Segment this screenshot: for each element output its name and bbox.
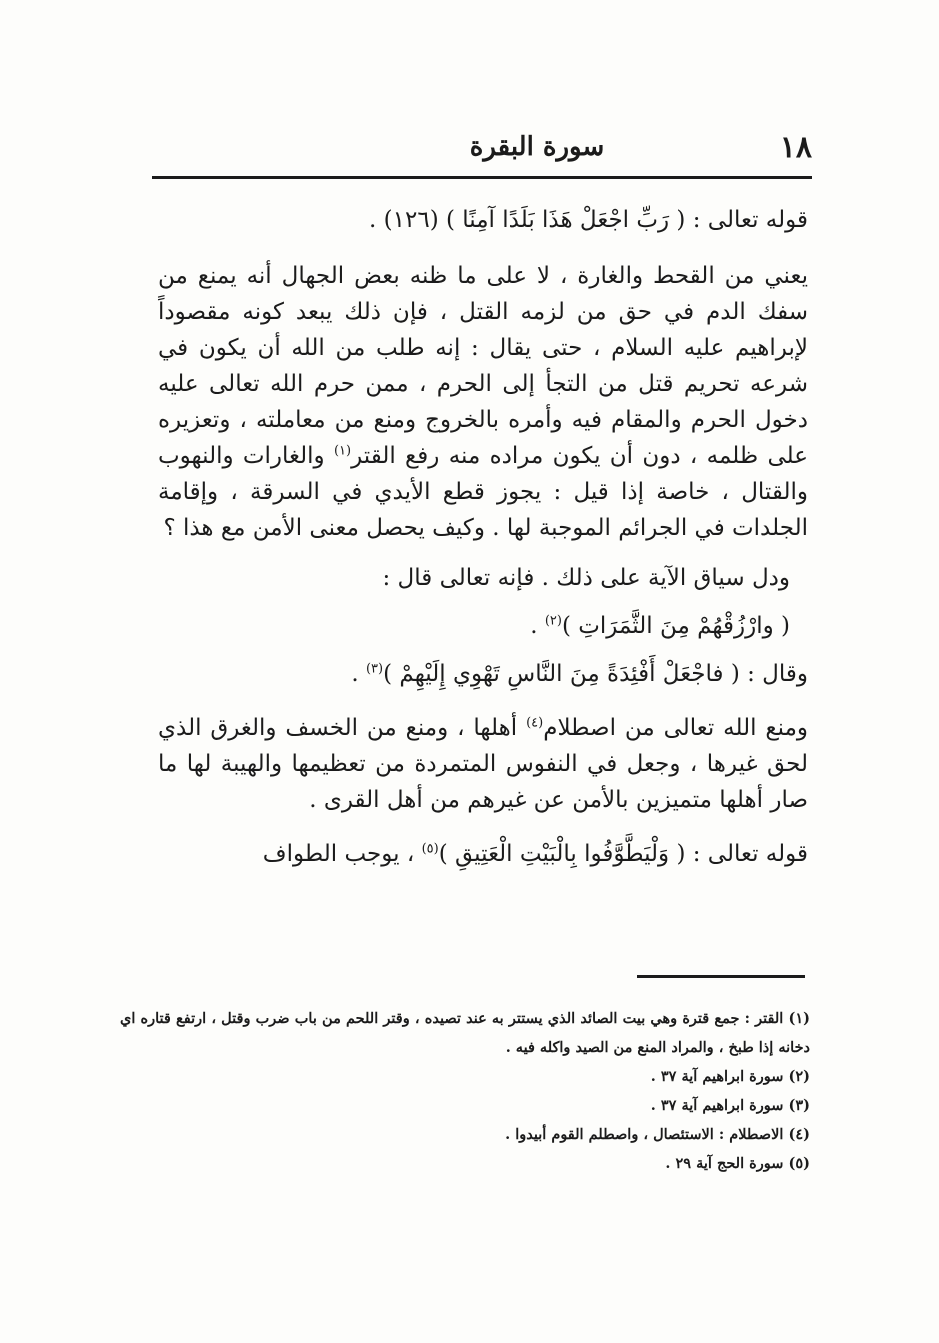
paragraph-3-text: ومنع الله تعالى من اصطلام (543, 715, 808, 741)
footnote-1: (١) القتر : جمع قترة وهي بيت الصائد الذي يستتر به عند تصيده ، وقتر اللحم من باب ضرب وقتل ، ارتفع قتاره اي دخانه إذا طبخ ، والمراد المنع من الصيد واكله فيه . (120, 1010, 810, 1056)
page-header (152, 130, 812, 176)
footnote-ref-2[interactable]: (٢) (544, 613, 562, 629)
paragraph-1-continued: والغارات والنهوب والقتال ، خاصة إذا قيل : يجوز قطع الأيدي في السرقة ، وإقامة الجلدات في الجرائم الموجبة لها . وكيف يحصل معنى الأمن مع هذا ؟ (158, 443, 808, 541)
paragraph-1-text: يعني من القحط والغارة ، لا على ما ظنه بعض الجهال أنه يمنع من سفك الدم في حق من لزمه القتل ، فإن ذلك يبعد كونه مقصوداً لإبراهيم عليه السلام ، حتى يقال : إنه طلب من الله أن يكون في شرعه تحريم قتل من التجأ إلى الحرم ، ممن حرم الله تعالى عليه دخول الحرم والمقام فيه وأمره بالخروج ومنع من معاملته ، وتعزيره على ظلمه ، دون أن يكون مراده منه رفع القتر (158, 263, 808, 469)
footnote-ref-3[interactable]: (٣) (365, 661, 384, 677)
verse-quote-1-end: . (530, 613, 545, 639)
footnote-divider (637, 975, 805, 978)
paragraph-4-continued: ، يوجب الطواف (262, 841, 422, 867)
verse-quote-2-text: وقال : ( فاجْعَلْ أَفْئِدَةً مِنَ النَّاسِ تَهْوِي إِلَيْهِمْ ) (383, 661, 808, 687)
footnotes (120, 1004, 810, 1178)
footnote-2: (٢) سورة ابراهيم آية ٣٧ . (650, 1068, 810, 1085)
footnote-4: (٤) الاصطلام : الاستئصال ، واصطلم القوم أبيدوا . (505, 1126, 810, 1143)
paragraph-4-text: قوله تعالى : ( وَلْيَطَّوَّفُوا بِالْبَيْتِ الْعَتِيقِ ) (438, 841, 808, 867)
paragraph-1 (158, 258, 808, 546)
verse-citation: قوله تعالى : ( رَبِّ اجْعَلْ هَذَا بَلَدًا آمِنًا ) (١٢٦) . (369, 207, 808, 233)
footnote-ref-1[interactable]: (١) (333, 443, 352, 459)
verse-quote-2 (158, 656, 808, 692)
paragraph-3-continued: أهلها ، ومنع من الخسف والغرق الذي لحق غيرها ، وجعل في النفوس المتمردة من تعظيمها والهيبة لها ما صار أهلها متميزين بالأمن عن غيرهم من أهل القرى . (158, 715, 808, 813)
verse-quote-2-end: . (351, 661, 366, 687)
verse-quote-1-text: ( وارْزُقْهُمْ مِنَ الثَّمَرَاتِ ) (561, 613, 790, 639)
paragraph-2: ودل سياق الآية على ذلك . فإنه تعالى قال : (382, 565, 790, 591)
paragraph-3 (158, 710, 808, 818)
footnote-5: (٥) سورة الحج آية ٢٩ . (665, 1155, 810, 1172)
page-number: ١٨ (779, 130, 812, 165)
running-title: سورة البقرة (469, 132, 605, 162)
paragraph-4 (158, 836, 808, 872)
footnote-ref-4[interactable]: (٤) (526, 715, 544, 731)
header-divider (152, 176, 812, 179)
footnote-ref-5[interactable]: (٥) (421, 841, 439, 857)
verse-quote-1 (158, 608, 808, 644)
main-text (158, 196, 808, 884)
footnote-3: (٣) سورة ابراهيم آية ٣٧ . (650, 1097, 810, 1114)
